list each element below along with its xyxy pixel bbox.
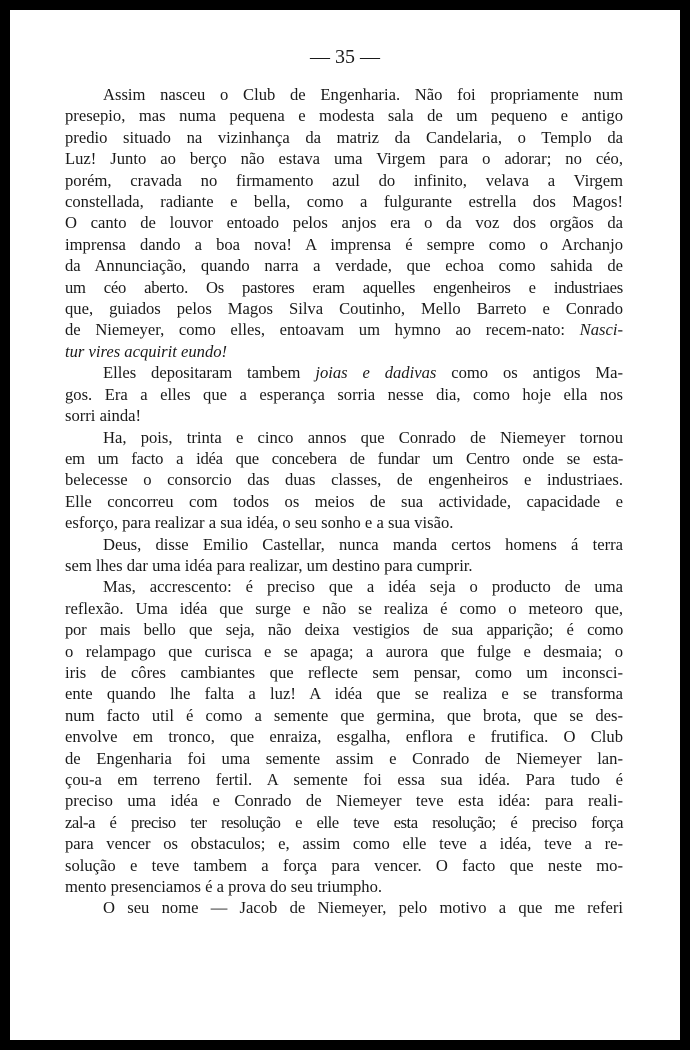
text-fragment: de Niemeyer, como elles, entoavam um hymno ao recem-nato: <box>65 320 565 340</box>
text-line: Deus, disse Emilio Castellar, nunca manda certos homens á terra <box>103 534 623 554</box>
text-line: Mas, accrescento: é preciso que a idéa seja o producto de uma <box>103 577 623 597</box>
italic-phrase: joias e dadivas <box>315 363 437 383</box>
paragraph-6 <box>65 897 623 918</box>
text-fragment: como os antigos Ma- <box>451 363 624 383</box>
paragraph-4 <box>65 534 623 577</box>
text-line <box>65 341 623 362</box>
text-line: belecesse o consorcio das duas classes, de engenheiros e industriaes. <box>65 470 623 490</box>
latin-quote-end: tur vires acquirit eundo! <box>65 341 228 361</box>
text-line: Luz! Junto ao berço não estava uma Virgem para o adorar; no céo, <box>65 149 623 169</box>
text-line: porém, cravada no firmamento azul do infinito, velava a Virgem <box>65 170 623 190</box>
text-line: ente quando lhe falta a luz! A idéa que se realiza e se transforma <box>65 684 623 704</box>
paragraph-3 <box>65 427 623 534</box>
text-line: mento presenciamos é a prova do seu triumpho. <box>65 877 383 897</box>
text-line: O canto de louvor entoado pelos anjos era o da voz dos orgãos da <box>65 213 623 233</box>
body-text <box>65 84 623 919</box>
document-page <box>10 10 680 1040</box>
page-number: — 35 — <box>310 46 380 68</box>
paragraph-1 <box>65 84 623 362</box>
text-line: predio situado na vizinhança da matriz da Candelaria, o Templo da <box>65 127 623 147</box>
text-line: que, guiados pelos Magos Silva Coutinho, Mello Barreto e Conrado <box>65 299 623 319</box>
text-line: reflexão. Uma idéa que surge e não se realiza é como o meteoro que, <box>65 598 623 618</box>
text-line: num facto util é como a semente que germina, que brota, que se des- <box>65 705 623 725</box>
text-line: esforço, para realizar a sua idéa, o seu sonho e a sua visão. <box>65 513 454 533</box>
text-line: da Annunciação, quando narra a verdade, que echoa como sahida de <box>65 256 623 276</box>
text-line: de Engenharia foi uma semente assim e Conrado de Niemeyer lan- <box>65 748 623 768</box>
text-line: solução e teve tambem a força para vencer. O facto que neste mo- <box>65 855 623 875</box>
text-line: sorri ainda! <box>65 406 142 426</box>
text-line: por mais bello que seja, não deixa vestigios de sua apparição; é como <box>65 620 623 640</box>
latin-quote-start: Nasci- <box>579 320 623 340</box>
paragraph-2 <box>65 362 623 426</box>
text-line: gos. Era a elles que a esperança sorria nesse dia, como hoje ella nos <box>65 384 623 404</box>
text-line <box>65 319 623 340</box>
text-line: um céo aberto. Os pastores eram aquelles engenheiros e industriaes <box>65 277 623 297</box>
text-line: Ha, pois, trinta e cinco annos que Conrado de Niemeyer tornou <box>103 427 623 447</box>
text-line: çou-a em terreno fertil. A semente foi essa sua idéa. Para tudo é <box>65 770 623 789</box>
text-line: O seu nome — Jacob de Niemeyer, pelo motivo a que me referi <box>103 898 623 918</box>
text-line <box>65 362 623 383</box>
paragraph-5 <box>65 576 623 897</box>
text-fragment: Elles depositaram tambem <box>103 363 301 383</box>
text-line: constellada, radiante e bella, como a fulgurante estrella dos Magos! <box>65 192 623 212</box>
text-line: Assim nasceu o Club de Engenharia. Não foi propriamente num <box>103 85 623 104</box>
text-line: envolve em tronco, que enraiza, esgalha, enflora e frutifica. O Club <box>65 727 623 747</box>
text-line: o relampago que curisca e se apaga; a aurora que fulge e desmaia; o <box>65 641 623 661</box>
text-line: presepio, mas numa pequena e modesta sala de um pequeno e antigo <box>65 106 623 126</box>
text-line: iris de côres cambiantes que reflecte sem pensar, como um inconsci- <box>65 662 623 682</box>
text-line: preciso uma idéa e Conrado de Niemeyer teve esta idéa: para reali- <box>65 791 623 811</box>
text-line: para vencer os obstaculos; e, assim como elle teve a idéa, teve a re- <box>65 834 623 854</box>
text-line: Elle concorreu com todos os meios de sua actividade, capacidade e <box>65 491 623 511</box>
text-line: sem lhes dar uma idéa para realizar, um destino para cumprir. <box>65 555 473 575</box>
text-line: zal-a é preciso ter resolução e elle teve esta resolução; é preciso força <box>65 812 623 832</box>
text-line: imprensa dando a boa nova! A imprensa é sempre como o Archanjo <box>65 234 623 254</box>
text-line: em um facto a idéa que concebera de fundar um Centro onde se esta- <box>65 448 623 468</box>
